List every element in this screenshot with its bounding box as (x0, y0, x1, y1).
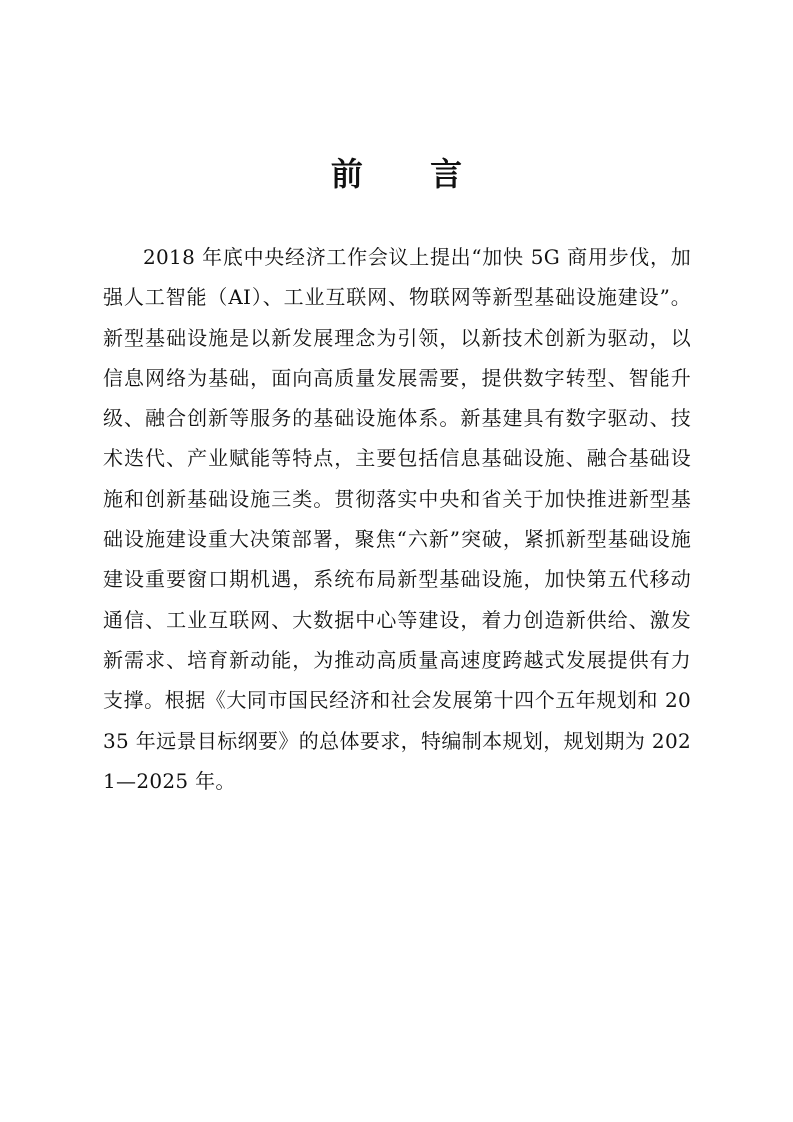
body-paragraph: 2018 年底中央经济工作会议上提出“加快 5G 商用步伐，加强人工智能（AI）、工业互联网、物联网等新型基础设施建设”。新型基础设施是以新发展理念为引领，以新技术创新为驱动，以信息网络为基础，面向高质量发展需要，提供数字转型、智能升级、融合创新等服务的基础设施体系。新基建具有数字驱动、技术迭代、产业赋能等特点，主要包括信息基础设施、融合基础设施和创新基础设施三类。贯彻落实中央和省关于加快推进新型基础设施建设重大决策部署，聚焦“六新”突破，紧抓新型基础设施建设重要窗口期机遇，系统布局新型基础设施，加快第五代移动通信、工业互联网、大数据中心等建设，着力创造新供给、激发新需求、培育新动能，为推动高质量高速度跨越式发展提供有力支撑。根据《大同市国民经济和社会发展第十四个五年规划和 2035 年远景目标纲要》的总体要求，特编制本规划，规划期为 2021—2025 年。 (103, 245, 691, 793)
page-title: 前 言 (330, 155, 491, 193)
